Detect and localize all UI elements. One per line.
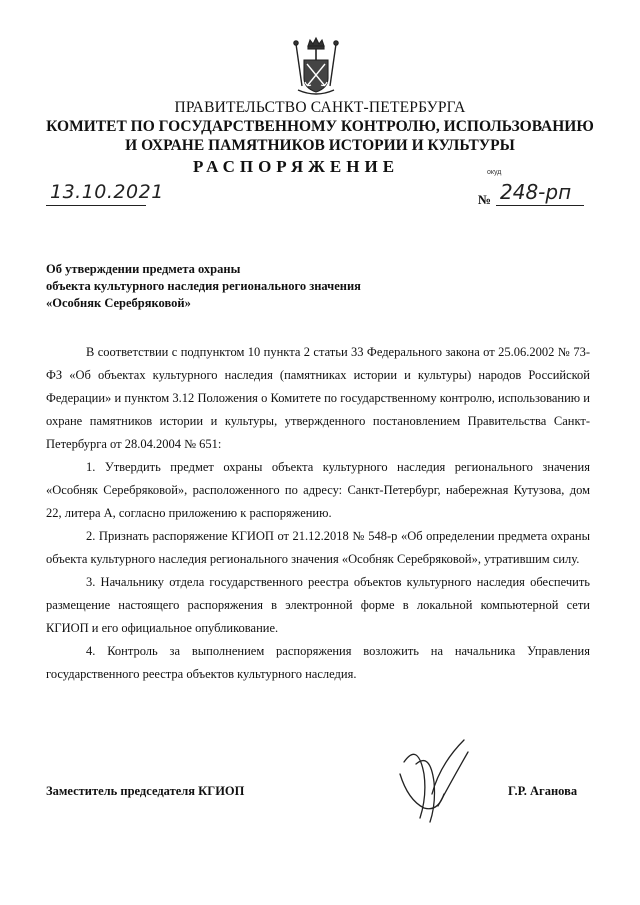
order-item-2: 2. Признать распоряжение КГИОП от 21.12.2018 № 548-р «Об определении предмета охраны объекта культурного наследия регионального значения «Особняк Серебряковой», утратившим силу. xyxy=(46,529,590,566)
signer-position: Заместитель председателя КГИОП xyxy=(46,784,245,798)
number-underline xyxy=(496,205,584,206)
okud-label: окуд xyxy=(487,169,502,176)
order-item-4: 4. Контроль за выполнением распоряжения возложить на начальника Управления государственного реестра объектов культурного наследия. xyxy=(46,644,590,681)
number-sign: № xyxy=(478,192,492,207)
document-date: 13.10.2021 xyxy=(50,181,164,203)
subject-line: объекта культурного наследия регионального значения xyxy=(46,279,361,293)
order-item-3: 3. Начальнику отдела государственного реестра объектов культурного наследия обеспечить размещение настоящего распоряжения в электронной форме в локальной компьютерной сети КГИОП и его официальное опубликование. xyxy=(46,575,590,635)
handwritten-signature-icon xyxy=(394,734,474,826)
committee-title-line2: И ОХРАНЕ ПАМЯТНИКОВ ИСТОРИИ И КУЛЬТУРЫ xyxy=(125,137,515,154)
government-title: ПРАВИТЕЛЬСТВО САНКТ-ПЕТЕРБУРГА xyxy=(174,99,466,116)
preamble-paragraph: В соответствии с подпунктом 10 пункта 2 статьи 33 Федерального закона от 25.06.2002 № 73-ФЗ «Об объектах культурного наследия (памятниках истории и культуры) народов Российской Федерации» и пунктом 3.12 Положения о Комитете по государственному контролю, использованию и охране памятников истории и культуры, утвержденного постановлением Правительства Санкт-Петербурга от 28.04.2004 № 651: xyxy=(46,345,590,451)
document-body xyxy=(46,341,590,686)
order-item-1: 1. Утвердить предмет охраны объекта культурного наследия регионального значения «Особняк Серебряковой», расположенного по адресу: Санкт-Петербург, набережная Кутузова, дом 22, литера А, согласно приложению к распоряжению. xyxy=(46,460,590,520)
signer-name: Г.Р. Аганова xyxy=(508,784,578,798)
document-number: 248-рп xyxy=(500,180,572,204)
subject-line: Об утверждении предмета охраны xyxy=(46,262,241,276)
coat-of-arms-icon xyxy=(288,36,344,98)
document-subject xyxy=(46,261,361,312)
document-type-title: РАСПОРЯЖЕНИЕ xyxy=(192,157,400,176)
date-underline xyxy=(46,205,146,206)
subject-line: «Особняк Серебряковой» xyxy=(46,296,191,310)
committee-title-line1: КОМИТЕТ ПО ГОСУДАРСТВЕННОМУ КОНТРОЛЮ, ИСПОЛЬЗОВАНИЮ xyxy=(46,118,594,135)
